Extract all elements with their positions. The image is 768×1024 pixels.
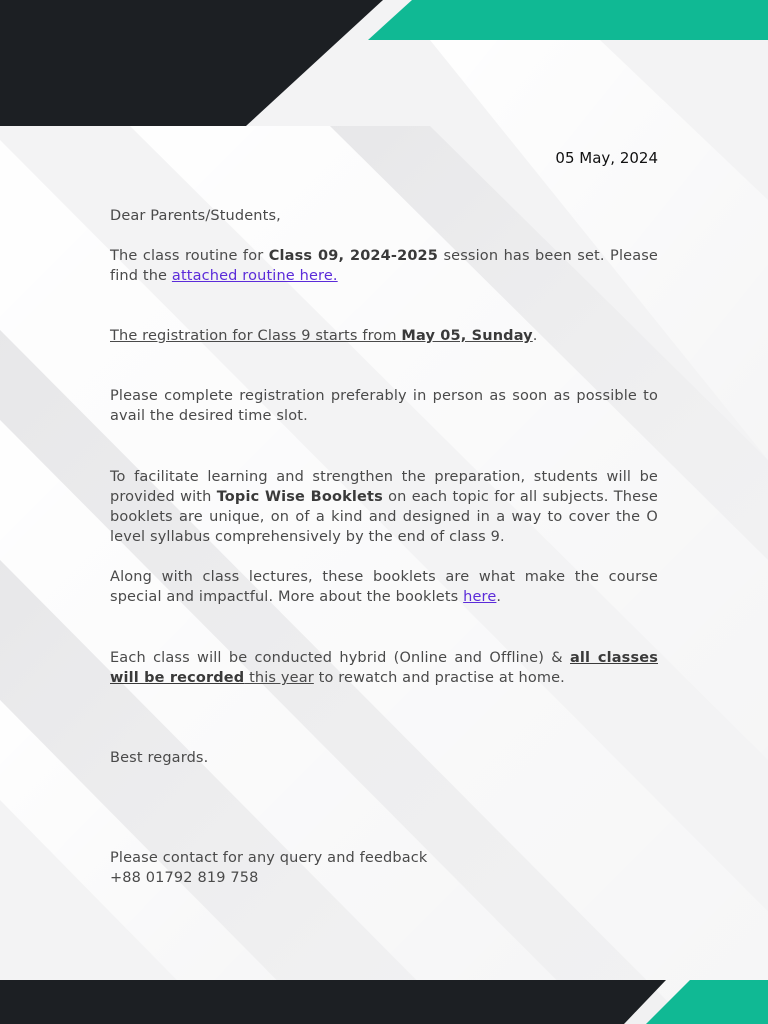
hybrid-paragraph bbox=[110, 648, 658, 688]
booklets-link[interactable]: here bbox=[463, 589, 497, 605]
this-year: this year bbox=[244, 670, 314, 686]
registration-period: . bbox=[532, 328, 538, 344]
registration-date: May 05, Sunday bbox=[401, 328, 533, 344]
lectures-text: Along with class lectures, these booklets are what make the course special and impactful. More about the booklets bbox=[110, 569, 658, 605]
routine-paragraph bbox=[110, 246, 658, 286]
registration-advice: Please complete registration preferably in person as soon as possible to avail the desired time slot. bbox=[110, 388, 658, 424]
lectures-paragraph bbox=[110, 567, 658, 607]
closing: Best regards. bbox=[110, 750, 209, 766]
class-session: Class 09, 2024-2025 bbox=[268, 248, 439, 264]
booklets-paragraph bbox=[110, 467, 658, 547]
topic-wise-booklets: Topic Wise Booklets bbox=[216, 489, 383, 505]
contact-phone: +88 01792 819 758 bbox=[110, 870, 259, 886]
registration-notice bbox=[110, 326, 658, 346]
booklets-text-cont: on each topic for all subjects. These booklets are unique, on of a kind and designed in a way to cover the O level syllabus comprehensively by the end of class 9. bbox=[110, 489, 658, 545]
routine-text-cont: session has been set. Please find the bbox=[110, 248, 659, 284]
hybrid-text-cont: to rewatch and practise at home. bbox=[313, 670, 565, 686]
contact-line: Please contact for any query and feedback bbox=[110, 850, 428, 866]
registration-text: The registration for Class 9 starts from bbox=[110, 328, 402, 344]
hybrid-text: Each class will be conducted hybrid (Online and Offline) & bbox=[110, 650, 570, 666]
routine-link[interactable]: attached routine here. bbox=[171, 268, 338, 284]
salutation: Dear Parents/Students, bbox=[110, 208, 281, 224]
recorded-note: all classes will be recorded bbox=[110, 650, 658, 686]
lectures-period: . bbox=[496, 589, 502, 605]
letter-date: 05 May, 2024 bbox=[555, 149, 658, 167]
booklets-text: To facilitate learning and strengthen the preparation, students will be provided with bbox=[110, 469, 658, 505]
routine-text: The class routine for bbox=[110, 248, 269, 264]
